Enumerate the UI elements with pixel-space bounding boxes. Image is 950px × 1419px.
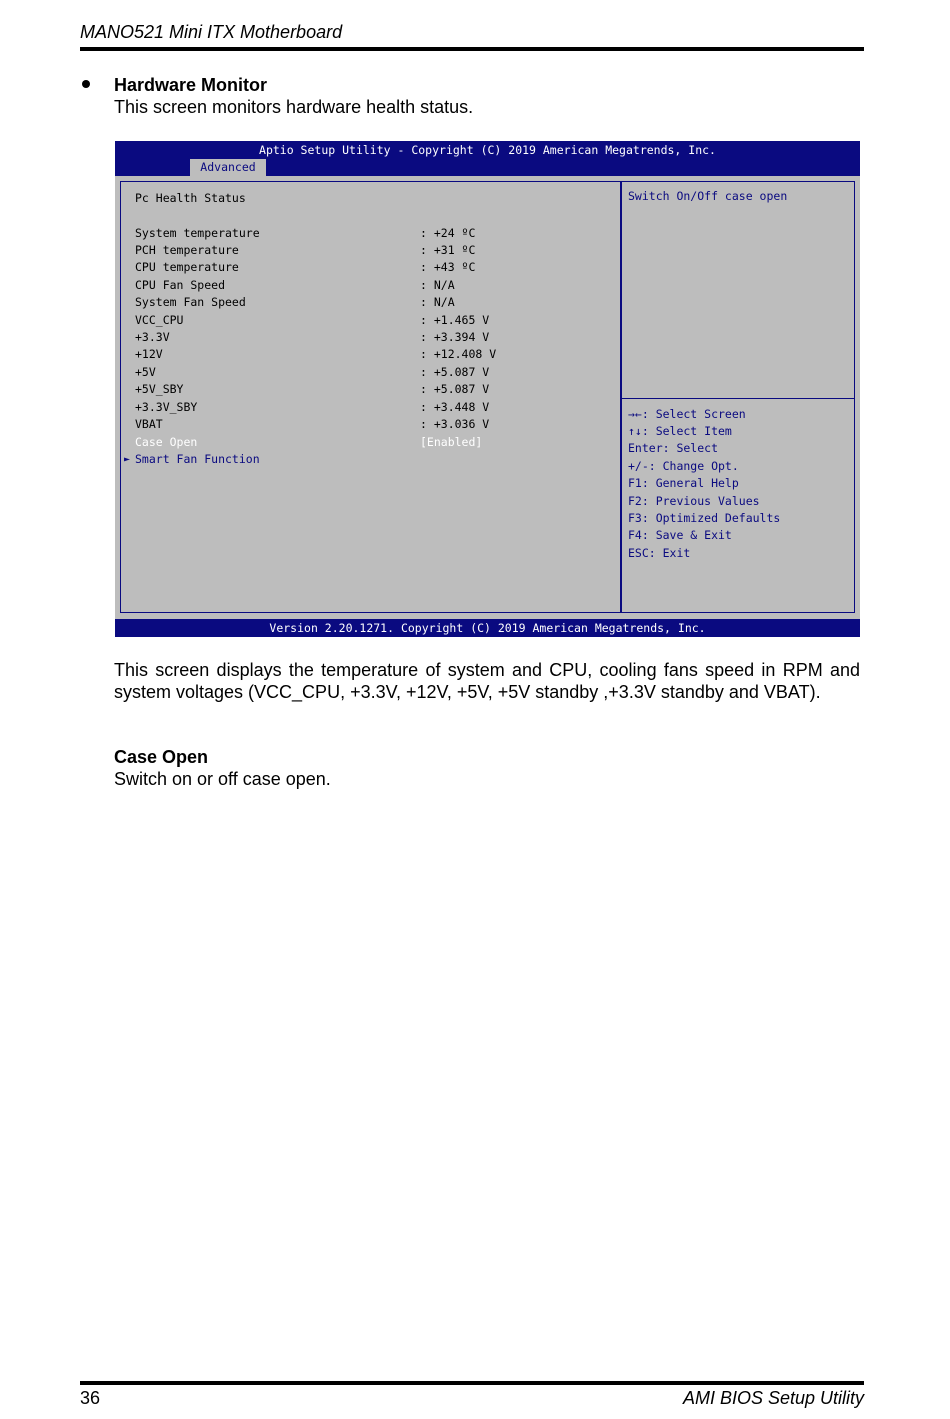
row-label: +3.3V (135, 330, 170, 344)
case-open-value[interactable]: [Enabled] (420, 435, 483, 449)
key-hint: F4: Save & Exit (628, 528, 732, 542)
bios-version-bar: Version 2.20.1271. Copyright (C) 2019 American Megatrends, Inc. (115, 619, 860, 637)
help-divider (622, 398, 854, 399)
bios-title: Aptio Setup Utility - Copyright (C) 2019 American Megatrends, Inc. (259, 143, 716, 157)
row-label: System Fan Speed (135, 295, 246, 309)
page-number: 36 (80, 1388, 101, 1408)
bios-screenshot (115, 141, 860, 637)
row-label: CPU Fan Speed (135, 278, 226, 292)
row-value: : +5.087 V (420, 365, 490, 379)
document-header: MANO521 Mini ITX Motherboard (80, 22, 343, 42)
key-hint: Enter: Select (628, 441, 719, 455)
key-hint: +/-: Change Opt. (628, 459, 739, 473)
row-value: : +31 ºC (420, 243, 476, 257)
section-title: Hardware Monitor (114, 75, 268, 95)
row-label: System temperature (135, 226, 260, 240)
row-value: : +3.394 V (420, 330, 490, 344)
row-value: : +5.087 V (420, 382, 490, 396)
row-value: : +3.448 V (420, 400, 490, 414)
bios-main-panel (120, 181, 621, 613)
row-value: : N/A (420, 278, 455, 292)
bios-title-bar (115, 141, 860, 176)
key-hint: ↑↓: Select Item (628, 424, 732, 438)
bullet-icon (82, 80, 90, 88)
smart-fan-function-link[interactable]: Smart Fan Function (135, 452, 260, 466)
row-value: : N/A (420, 295, 455, 309)
row-label: +5V_SBY (135, 382, 184, 396)
footer-title: AMI BIOS Setup Utility (682, 1388, 864, 1408)
case-open-description: Switch on or off case open. (114, 769, 331, 789)
row-label: PCH temperature (135, 243, 239, 257)
section-heading: Pc Health Status (135, 191, 246, 205)
help-text: Switch On/Off case open (628, 189, 788, 203)
key-hint: F2: Previous Values (628, 494, 760, 508)
bios-help-panel (621, 181, 855, 613)
row-label: +3.3V_SBY (135, 400, 198, 414)
row-value: : +3.036 V (420, 417, 490, 431)
key-hint: F1: General Help (628, 476, 739, 490)
row-value: : +12.408 V (420, 347, 497, 361)
key-hint: F3: Optimized Defaults (628, 511, 781, 525)
key-hint: →←: Select Screen (628, 407, 746, 421)
description-paragraph: This screen displays the temperature of system and CPU, cooling fans speed in RPM and system voltages (VCC_CPU, +3.3V, +12V, +5V, +5V standby ,+3.3V standby and VBAT). (114, 660, 860, 702)
row-label: +12V (135, 347, 163, 361)
row-value: : +1.465 V (420, 313, 490, 327)
row-label: VCC_CPU (135, 313, 184, 327)
row-value: : +43 ºC (420, 260, 476, 274)
row-value: : +24 ºC (420, 226, 476, 240)
case-open-option[interactable]: Case Open (135, 435, 198, 449)
case-open-heading: Case Open (114, 747, 209, 767)
row-label: +5V (135, 365, 156, 379)
row-label: VBAT (135, 417, 163, 431)
submenu-arrow-icon: ► (124, 454, 131, 465)
footer-rule (80, 1381, 864, 1385)
section-description: This screen monitors hardware health status. (114, 97, 474, 117)
header-rule (80, 47, 864, 51)
row-label: CPU temperature (135, 260, 239, 274)
key-hint: ESC: Exit (628, 546, 691, 560)
tab-advanced[interactable]: Advanced (190, 159, 266, 176)
